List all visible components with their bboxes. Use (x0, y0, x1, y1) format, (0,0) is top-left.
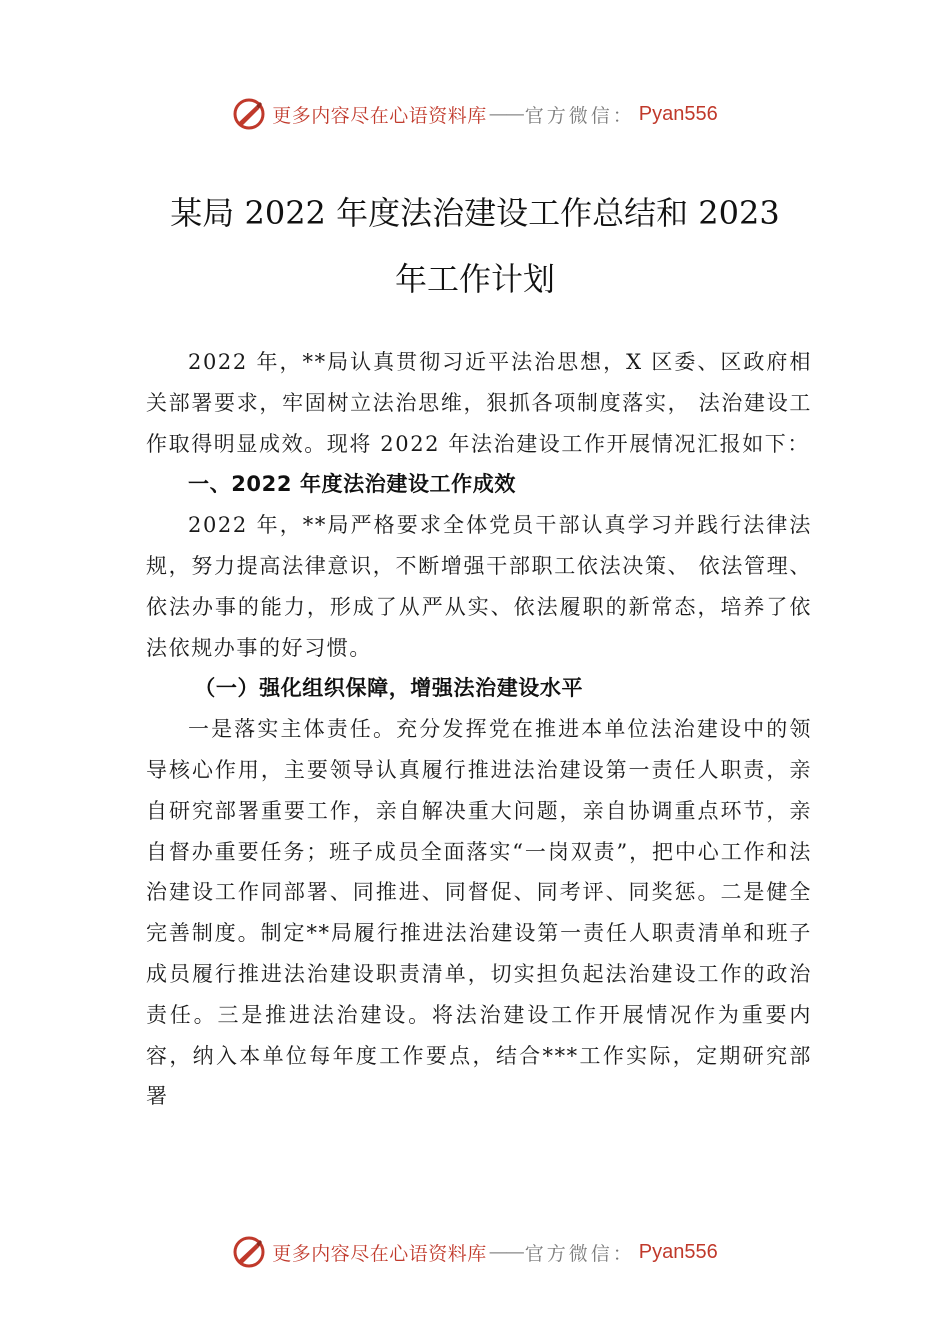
pen-logo-icon (232, 97, 266, 131)
pen-logo-icon (232, 1235, 266, 1269)
title-line-2: 年工作计划 (394, 260, 555, 298)
watermark-wechat-id: Pyan556 (638, 1240, 718, 1263)
title-line-1: 某局 2022 年度法治建设工作总结和 2023 (170, 194, 780, 232)
footer-watermark (0, 1232, 950, 1272)
header-watermark (0, 94, 950, 134)
watermark-wechat-label: 官方微信： (524, 1242, 635, 1265)
document-title (100, 180, 850, 312)
subsection-1-paragraph: 一是落实主体责任。充分发挥党在推进本单位法治建设中的领导核心作用，主要领导认真履行推进法治建设第一责任人职责，亲自研究部署重要工作，亲自解决重大问题，亲自协调重点环节，亲自督办重要任务；班子成员全面落实“一岗双责”，把中心工作和法治建设工作同部署、同推进、同督促、同考评、同奖惩。二是健全完善制度。制定**局履行推进法治建设第一责任人职责清单和班子成员履行推进法治建设职责清单，切实担负起法治建设工作的政治责任。三是推进法治建设。将法治建设工作开展情况作为重要内容，纳入本单位每年度工作要点，结合***工作实际，定期研究部署 (146, 717, 812, 1109)
section-1-paragraph: 2022 年，**局严格要求全体党员干部认真学习并践行法律法规，努力提高法律意识，不断增强干部职工依法决策、 依法管理、依法办事的能力，形成了从严从实、依法履职的新常态，培养了依法依规办事的好习惯。 (146, 513, 812, 660)
subsection-1-heading: （一）强化组织保障，增强法治建设水平 (194, 676, 584, 701)
intro-paragraph: 2022 年，**局认真贯彻习近平法治思想，X 区委、区政府相关部署要求，牢固树立法治思维，狠抓各项制度落实， 法治建设工作取得明显成效。现将 2022 年法治建设工作开展情况汇报如下： (146, 350, 812, 456)
watermark-brand: 更多内容尽在心语资料库 (272, 1242, 487, 1265)
watermark-dash: —— (488, 1241, 523, 1263)
watermark-brand: 更多内容尽在心语资料库 (272, 104, 487, 127)
section-1-heading: 一、2022 年度法治建设工作成效 (188, 472, 516, 497)
watermark-dash: —— (488, 103, 523, 125)
watermark-wechat-label: 官方微信： (524, 104, 635, 127)
watermark-wechat-id: Pyan556 (638, 102, 718, 125)
document-body (146, 342, 812, 1117)
